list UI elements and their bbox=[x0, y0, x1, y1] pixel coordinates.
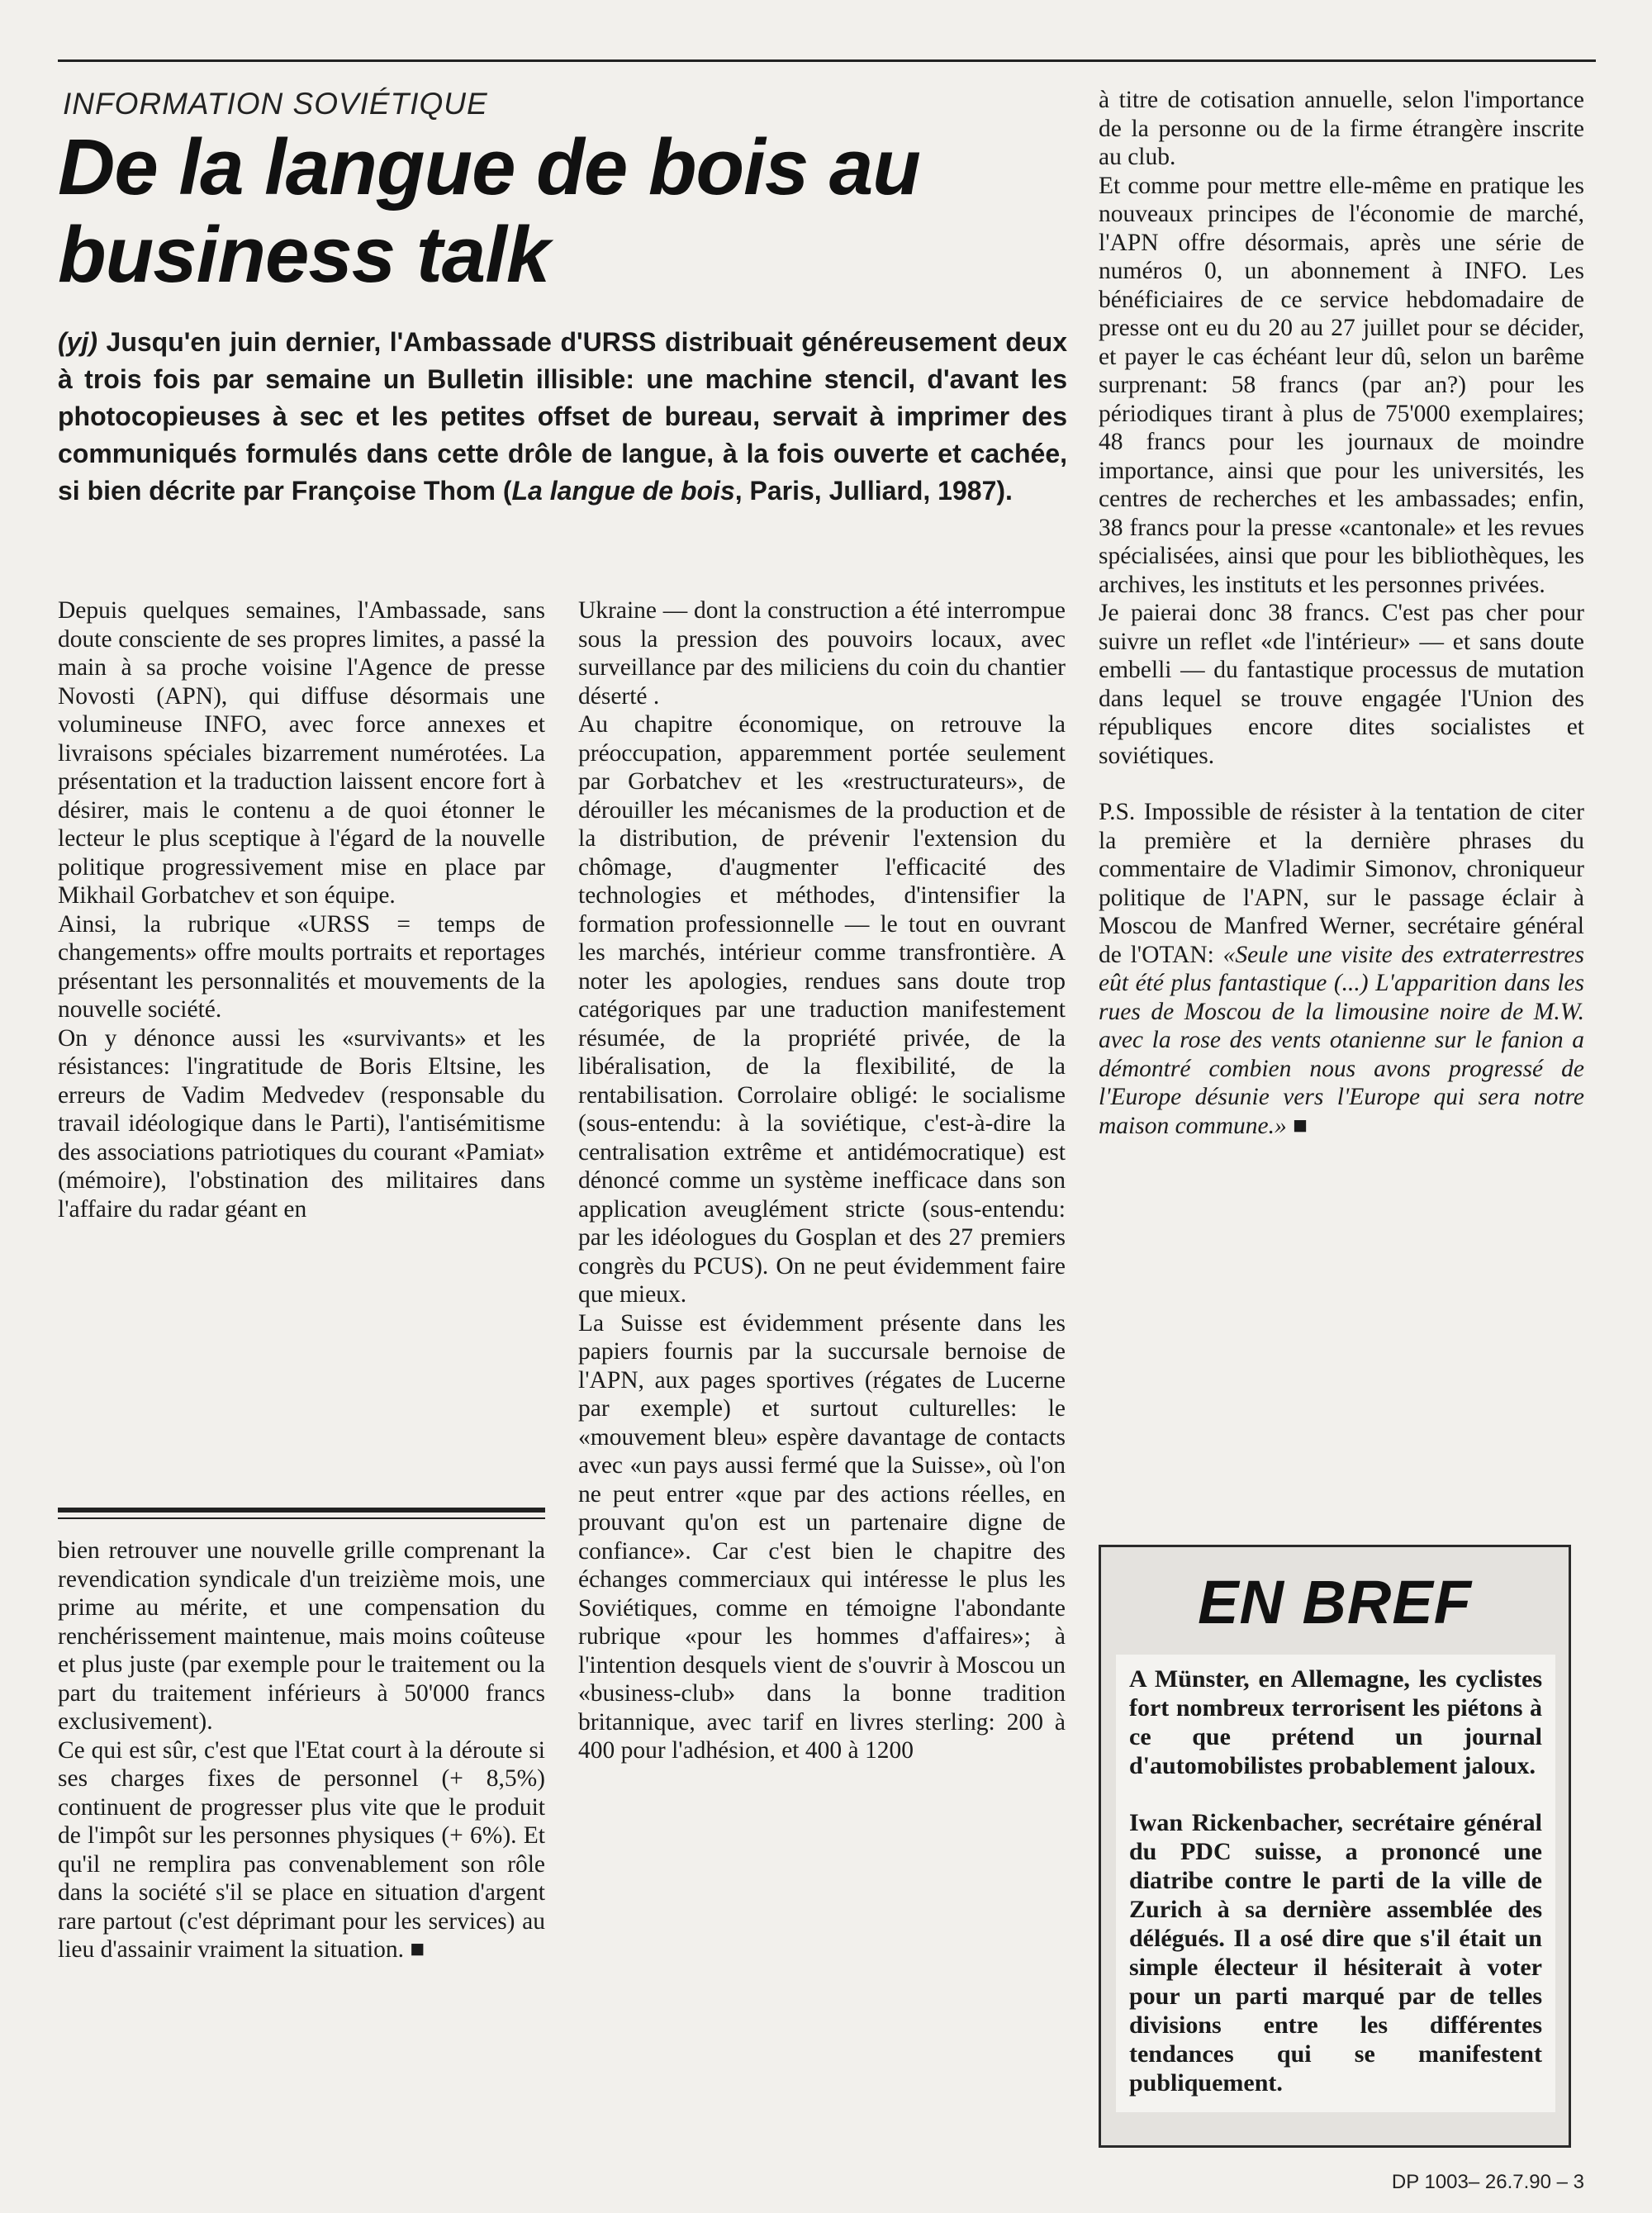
top-rule bbox=[58, 59, 1596, 62]
column-divider-thin bbox=[58, 1517, 545, 1519]
paragraph: On y dénonce aussi les «survivants» et les résistances: l'ingratitude de Boris Eltsine, les erreurs de Vadim Medvedev (responsable du travail idéologique dans le Parti), l'antisémitisme des associations patriotiques du courant «Pamiat» (mémoire), l'obstination des militaires dans l'affaire du radar géant en bbox=[58, 1024, 545, 1223]
column-1 bbox=[58, 596, 545, 1223]
column-2 bbox=[578, 596, 1066, 1765]
paragraph: La Suisse est évidemment présente dans les papiers fournis par la succursale bernoise de l'APN, aux pages sportives (régates de Lucerne par exemple) et surtout culturelles: le «mouvement bleu» espère davantage de contacts avec «un pays aussi fermé que la Suisse», où l'on ne peut entrer «que par des actions réelles, en prouvant qu'on est un partenaire digne de confiance». Car c'est bien le chapitre des échanges commerciaux qui intéresse le plus les Soviétiques, comme en témoigne l'abondante rubrique «pour les hommes d'affaires»; à l'intention desquels vient de s'ouvrir à Moscou un «business-club» dans la bonne tradition britannique, avec tarif en livres sterling: 200 à 400 pour l'adhésion, et 400 à 1200 bbox=[578, 1309, 1066, 1764]
paragraph: Et comme pour mettre elle-même en pratique les nouveaux principes de l'économie de marché, l'APN offre désormais, après une série de numéros 0, un abonnement à INFO. Les bénéficiaires de ce service hebdomadaire de presse ont eu du 20 au 27 juillet pour se décider, et payer le cas échéant leur dû, selon un barême surprenant: 58 francs (par an?) pour les périodiques tirant à plus de 75'000 exemplaires; 48 francs pour les journaux de moindre importance, ainsi que pour les universités, les centres de recherches et les ambassades; enfin, 38 francs pour la presse «cantonale» et les revues spécialisées, ainsi que pour les bibliothèques, les archives, les instituts et les personnes privées. bbox=[1099, 172, 1584, 598]
paragraph: Depuis quelques semaines, l'Ambassade, sans doute consciente de ses propres limites, a passé la main à sa proche voisine l'Agence de presse Novosti (APN), qui diffuse désormais une volumineuse INFO, avec force annexes et livraisons spéciales bizarrement numérotées. La présentation et la traduction laissent encore fort à désirer, mais le contenu a de quoi étonner le lecteur le plus sceptique à l'égard de la nouvelle politique progressivement mise en place par Mikhail Gorbatchev et son équipe. bbox=[58, 597, 545, 909]
en-bref-box bbox=[1099, 1545, 1571, 2148]
postscript-text: P.S. Impossible de résister à la tentation de citer la première et la dernière phrases du commentaire de Vladimir Simonov, chroniqueur politique de l'APN, sur le passage éclair à Moscou de Manfred Werner, secrétaire général de l'OTAN: bbox=[1099, 799, 1584, 968]
article-lead bbox=[58, 324, 1067, 510]
paragraph: Ainsi, la rubrique «URSS = temps de changements» offre moults portraits et reportages présentant les personnalités et mouvements de la nouvelle société. bbox=[58, 910, 545, 1023]
column-divider-thick bbox=[58, 1508, 545, 1513]
brief-item: Iwan Rickenbacher, secrétaire général du PDC suisse, a prononcé une diatribe contre le parti de la ville de Zurich à sa dernière assemblée des délégués. Il a osé dire que s'il était un simple électeur il hésiterait à voter pour un parti marqué par de telles divisions entre les différentes tendances qui se manifestent publiquement. bbox=[1129, 1809, 1542, 2097]
paragraph: Ukraine — dont la construction a été interrompue sous la pression des pouvoirs locaux, avec surveillance par des miliciens du coin du chantier déserté . bbox=[578, 597, 1066, 710]
page-footer: DP 1003– 26.7.90 – 3 bbox=[1391, 2171, 1584, 2193]
en-bref-body bbox=[1116, 1655, 1555, 2112]
article-headline: De la langue de bois au business talk bbox=[58, 123, 920, 299]
lead-tail: , Paris, Julliard, 1987). bbox=[734, 476, 1013, 506]
book-title: La langue de bois bbox=[511, 476, 735, 506]
end-mark: ■ bbox=[1286, 1112, 1308, 1139]
en-bref-title: EN BREF bbox=[1198, 1568, 1472, 1636]
section-kicker: INFORMATION SOVIÉTIQUE bbox=[63, 87, 488, 121]
column-1-continued-article bbox=[58, 1536, 545, 1964]
author-tag: (yj) bbox=[58, 327, 97, 357]
brief-item: A Münster, en Allemagne, les cyclistes fort nombreux terrorisent les piétons à ce que prétend un journal d'automobilistes probablement jaloux. bbox=[1129, 1665, 1542, 1779]
column-3 bbox=[1099, 86, 1584, 1140]
paragraph: Au chapitre économique, on retrouve la préoccupation, apparemment portée seulement par Gorbatchev et les «restructurateurs», de dérouiller les mécanismes de la production et de la distribution, de prévenir l'extension du chômage, d'augmenter l'efficacité des technologies et méthodes, d'intensifier la formation professionnelle — le tout en ouvrant les marchés, intérieur comme transfrontière. A noter les apologies, rendues sans doute trop catégoriques par une traduction manifestement résumée, de la propriété privée, de la libéralisation, de la flexibilité, de la rentabilisation. Corrolaire obligé: le socialisme (sous-entendu: à la soviétique, c'est-à-dire la centralisation extrême et antidémocratique) est dénoncé comme un système inefficace dans son application aveuglément stricte (sous-entendu: par les idéologues du Gosplan et des 27 premiers congrès du PCUS). On ne peut évidemment faire que mieux. bbox=[578, 711, 1066, 1308]
paragraph: à titre de cotisation annuelle, selon l'importance de la personne ou de la firme étrangère inscrite au club. bbox=[1099, 87, 1584, 170]
postscript bbox=[1099, 798, 1584, 1140]
paragraph: Je paierai donc 38 francs. C'est pas cher pour suivre un reflet «de l'intérieur» — et sans doute embelli — du fantastique processus de mutation dans lequel se trouve engagée l'Union des républiques encore dites socialistes et soviétiques. bbox=[1099, 600, 1584, 769]
paragraph: Ce qui est sûr, c'est que l'Etat court à la déroute si ses charges fixes de personnel (+ 8,5%) continuent de progresser plus vite que le produit de l'impôt sur les personnes physiques (+ 6%). Et qu'il ne remplira pas convenablement son rôle dans la société s'il se place en situation d'argent rare partout (c'est déprimant pour les services) au lieu d'assainir vraiment la situation. ■ bbox=[58, 1736, 545, 1963]
postscript-quote: «Seule une visite des extraterrestres eût été plus fantastique (...) L'apparition dans les rues de Moscou de la limousine noire de M.W. avec la rose des vents otanienne sur le fanion a démontré combien nous avons progressé de l'Europe désunie vers l'Europe qui sera notre maison commune.» bbox=[1099, 941, 1585, 1139]
lead-text: Jusqu'en juin dernier, l'Ambassade d'URSS distribuait généreusement deux à trois fois par semaine un Bulletin illisible: une machine stencil, d'avant les photocopieuses à sec et les petites offset de bureau, servait à imprimer des communiqués formulés dans cette drôle de langue, à la fois ouverte et cachée, si bien décrite par Françoise Thom ( bbox=[58, 327, 1067, 506]
paragraph: bien retrouver une nouvelle grille comprenant la revendication syndicale d'un treizième mois, une prime au mérite, et une compensation du renchérissement maintenue, mais moins coûteuse et plus juste (par exemple pour le traitement ou la part du traitement inférieurs à 50'000 francs exclusivement). bbox=[58, 1537, 545, 1735]
